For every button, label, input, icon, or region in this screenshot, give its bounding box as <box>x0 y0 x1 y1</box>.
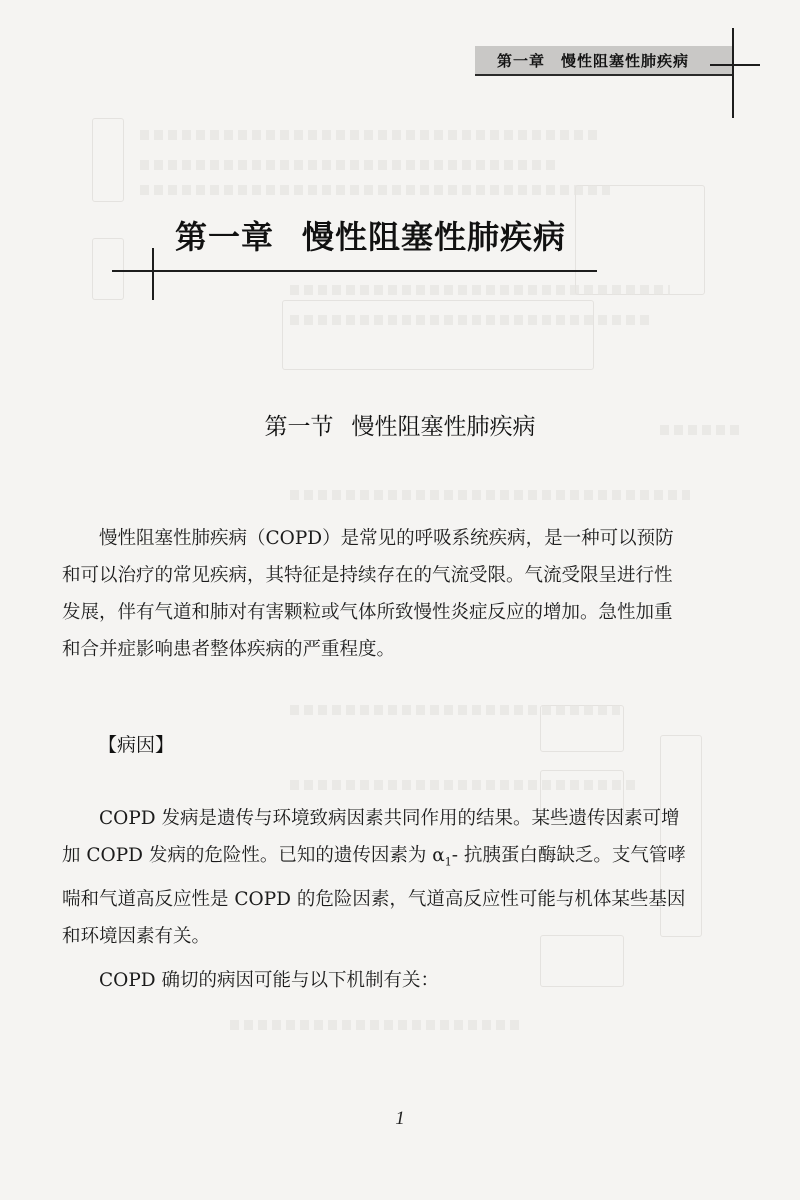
text-line: 和环境因素有关。 <box>62 925 211 947</box>
running-header <box>475 46 733 76</box>
alpha-subscript: 1 <box>444 855 452 869</box>
text-line <box>62 837 728 881</box>
chapter-name: 慢性阻塞性肺疾病 <box>302 218 567 256</box>
bleed-line <box>290 315 650 325</box>
bleed-box <box>92 238 124 300</box>
chapter-rule-vertical <box>152 248 154 300</box>
chapter-title <box>175 212 566 258</box>
bleed-line <box>290 780 640 790</box>
bleed-line <box>290 705 620 715</box>
bleed-box <box>92 118 124 202</box>
text-fragment: - 抗胰蛋白酶缺乏。支气管哮 <box>451 845 686 866</box>
text-line: 和可以治疗的常见疾病，其特征是持续存在的气流受限。气流受限呈进行性 <box>62 565 673 586</box>
text-fragment: 加 COPD 发病的危险性。已知的遗传因素为 α <box>62 845 445 866</box>
bleed-box <box>540 705 624 752</box>
bleed-line <box>230 1020 520 1030</box>
bleed-line <box>290 285 670 295</box>
text-line: COPD 确切的病因可能与以下机制有关： <box>99 970 439 991</box>
bleed-line <box>140 160 560 170</box>
section-title <box>0 408 800 441</box>
running-header-text: 第一章 慢性阻塞性肺疾病 <box>497 52 690 70</box>
bleed-box <box>282 300 594 370</box>
chapter-number: 第一章 <box>175 218 275 256</box>
page-number: 1 <box>395 1108 405 1129</box>
cause-heading: 【病因】 <box>98 734 175 756</box>
text-line: 和合并症影响患者整体疾病的严重程度。 <box>62 639 396 660</box>
bleed-line <box>140 130 600 140</box>
bleed-box <box>575 185 705 295</box>
bleed-line <box>140 185 610 195</box>
paragraph-mechanism-intro <box>62 962 728 999</box>
text-line: COPD 发病是遗传与环境致病因素共同作用的结果。某些遗传因素可增 <box>99 808 680 829</box>
chapter-rule-horizontal <box>112 270 597 272</box>
header-crop-mark-horizontal <box>710 64 760 66</box>
section-number: 第一节 <box>264 414 334 440</box>
section-name: 慢性阻塞性肺疾病 <box>351 414 536 440</box>
text-line: 喘和气道高反应性是 COPD 的危险因素，气道高反应性可能与机体某些基因 <box>62 888 686 910</box>
bleed-line <box>290 490 690 500</box>
paragraph-definition <box>62 520 728 668</box>
header-crop-mark-vertical <box>732 28 734 118</box>
text-line: 慢性阻塞性肺疾病（COPD）是常见的呼吸系统疾病，是一种可以预防 <box>99 528 674 549</box>
paragraph-etiology <box>62 800 728 955</box>
text-line: 发展，伴有气道和肺对有害颗粒或气体所致慢性炎症反应的增加。急性加重 <box>62 602 673 623</box>
